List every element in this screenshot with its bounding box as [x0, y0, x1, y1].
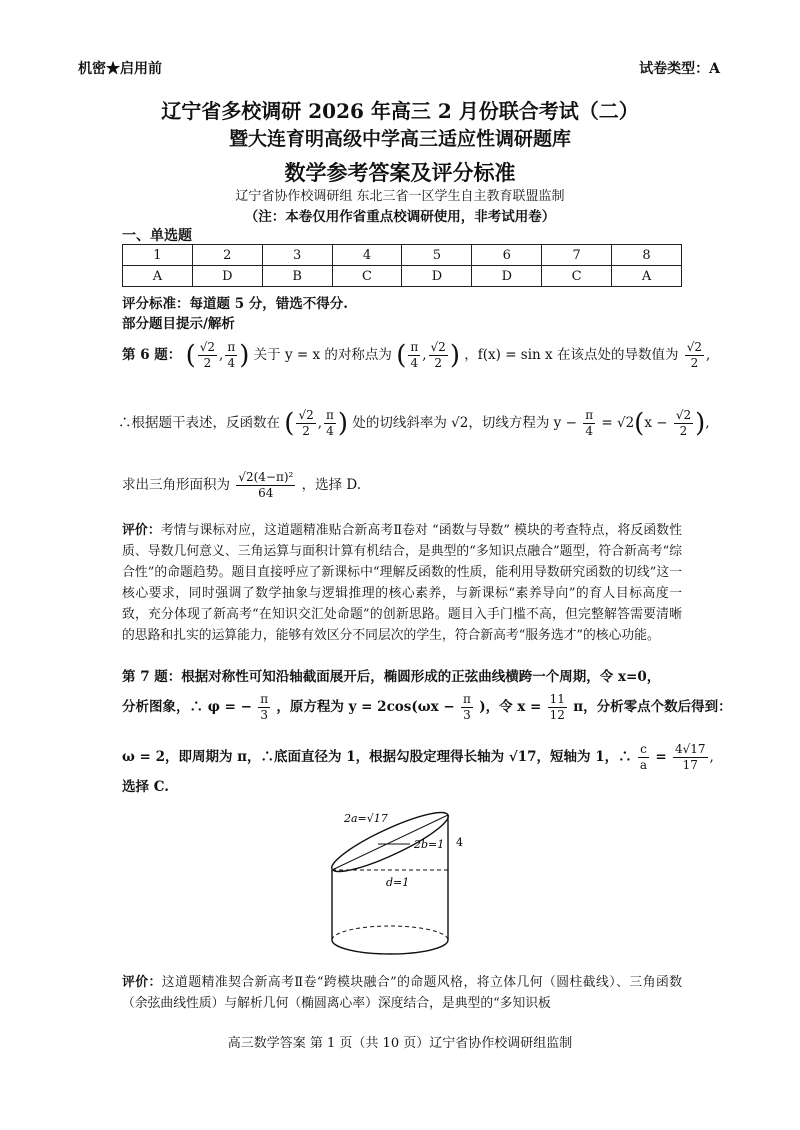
q7-text: 分析图象，∴ φ = − — [122, 699, 252, 715]
frac-den: 4 — [410, 356, 419, 370]
usage-note: （注：本卷仅用作省重点校调研使用，非考试用卷） — [244, 209, 556, 225]
exam-title: 辽宁省多校调研 2026 年高三 2 月份联合考试（二） — [161, 99, 639, 123]
section-heading: 一、单选题 — [122, 228, 192, 244]
frac-num: 4√17 — [674, 742, 706, 756]
confidential-label: 机密★启用前 — [78, 61, 162, 77]
page-footer: 高三数学答案 第 1 页（共 10 页）辽宁省协作校调研组监制 — [227, 1036, 573, 1051]
document-title: 数学参考答案及评分标准 — [284, 160, 516, 185]
frac-num: π — [463, 692, 471, 706]
base-ellipse-back — [332, 926, 448, 940]
paper-type-label: 试卷类型：A — [639, 61, 720, 77]
q7-line-4 — [122, 775, 169, 795]
comment-label: 评价： — [122, 523, 161, 538]
frac-num: π — [260, 692, 269, 706]
comment-label: 评价： — [122, 975, 162, 990]
question-number: 6 — [472, 245, 542, 266]
label-2b: 2b=1 — [414, 838, 445, 851]
question-number: 3 — [262, 245, 332, 266]
comment-text: 考情与课标对应，这道题精准贴合新高考Ⅱ卷对 “函数与导数” 模块的考查特点，将反函数性质、导数几何意义、三角运算与面积计算有机结合，是典型的“多知识点融合”题型，符合新高考“综合性”的命题趋势。题目直接呼应了新课标中“理解反函数的性质，能利用导数研究函数的切线”这一核心要求，同时强调了数学抽象与逻辑推理的核心素养，与新课标“素养导向”的育人目标高度一致，充分体现了新高考“在知识交汇处命题”的创新思路。题目入手门槛不高，但完整解答需要清晰的思路和扎实的运算能力，能够有效区分不同层次的学生，符合新高考“服务选才”的核心功能。 — [122, 523, 683, 643]
q7-text: 选择 C. — [122, 779, 169, 795]
frac-num: √2 — [675, 408, 692, 422]
question-number-row — [123, 245, 682, 266]
q7-text: ω = 2，即周期为 π，∴底面直径为 1，根据勾股定理得长轴为 √17，短轴为 1，∴ — [122, 749, 632, 765]
base-ellipse-front — [332, 940, 448, 954]
label-height: 4 — [456, 836, 463, 849]
frac-den: a — [639, 758, 648, 772]
q6-text: 求出三角形面积为 — [122, 477, 230, 493]
hints-heading: 部分题目提示/解析 — [122, 316, 235, 332]
frac-den: 4 — [227, 356, 236, 370]
issuer-line: 辽宁省协作校调研组 东北三省一区学生自主教育联盟监制 — [235, 189, 565, 204]
frac-num: π — [410, 340, 419, 354]
answer-cell: B — [262, 266, 332, 287]
frac-den: 4 — [326, 424, 334, 438]
q6-line-1: 第 6 题： ( $\frac{√2}{2}$ , $\frac{\pi}{4}$ ) 关于 y = x 的对称点为 ( $\frac{\pi}{4}$ , $\frac{√2}{2}$ ) ，f(x) = sin x 在该点处的导数值为 $\frac{√2}{2}$ , — [122, 340, 711, 371]
q6-text: 关于 y = x 的对称点为 — [253, 347, 392, 363]
q6-text: ，f(x) = sin x 在该点处的导数值为 — [464, 347, 679, 363]
answer-cell: A — [612, 266, 682, 287]
q7-text: ，原方程为 y = 2cos(ωx − — [276, 699, 455, 715]
frac-num: c — [638, 742, 649, 758]
comment-q7 — [122, 972, 682, 1014]
question-number: 2 — [192, 245, 262, 266]
frac-den: 12 — [549, 708, 565, 722]
frac-den: 2 — [203, 356, 212, 370]
label-diameter: d=1 — [386, 876, 410, 889]
question-number: 7 — [542, 245, 612, 266]
q6-label: 第 6 题： — [122, 347, 182, 363]
frac-den: 64 — [258, 486, 274, 500]
q6-text: x − — [644, 415, 668, 431]
cylinder-figure — [300, 800, 500, 965]
question-number: 1 — [123, 245, 193, 266]
frac-den: 3 — [260, 708, 268, 722]
q7-text: 根据对称性可知沿轴截面展开后，椭圆形成的正弦曲线横跨一个周期，令 x=0， — [181, 669, 661, 685]
q6-text: ，选择 D. — [301, 477, 362, 493]
answer-cell: C — [332, 266, 402, 287]
frac-num: 11 — [549, 692, 565, 706]
comment-text: 这道题精准契合新高考Ⅱ卷“跨模块融合”的命题风格，将立体几何（圆柱截线）、三角函数（余弦曲线性质）与解析几何（椭圆离心率）深度结合，是典型的“多知识板 — [122, 975, 683, 1011]
label-2a: 2a=√17 — [344, 812, 388, 825]
exam-subtitle: 暨大连育明高级中学高三适应性调研题库 — [228, 128, 571, 150]
scoring-rule: 评分标准：每道题 5 分，错选不得分. — [122, 296, 348, 312]
q7-line-3: ω = 2，即周期为 π，∴底面直径为 1，根据勾股定理得长轴为 √17，短轴为 1，∴ $\frac{c}{a}$ = $\frac{4√17}{17}$ , — [122, 742, 714, 772]
frac-num: π — [585, 408, 594, 422]
q7-text: = — [655, 749, 667, 765]
q6-line-3 — [122, 470, 361, 501]
answer-cell: D — [192, 266, 262, 287]
frac-num: √2 — [298, 408, 314, 422]
frac-num: √2 — [430, 340, 446, 354]
question-number: 5 — [402, 245, 472, 266]
question-number: 8 — [612, 245, 682, 266]
answer-cell: A — [123, 266, 193, 287]
q6-text: 处的切线斜率为 √2，切线方程为 y − — [352, 415, 577, 431]
answer-table — [122, 244, 682, 287]
q7-line-1 — [122, 665, 660, 685]
q7-label: 第 7 题： — [122, 669, 182, 685]
question-number: 4 — [332, 245, 402, 266]
frac-den: 3 — [463, 708, 471, 722]
answer-row — [123, 266, 682, 287]
q7-line-2 — [122, 692, 732, 723]
frac-den: 4 — [585, 424, 593, 438]
comment-q6 — [122, 520, 682, 646]
frac-den: 17 — [682, 758, 698, 772]
frac-num: π — [326, 408, 334, 422]
frac-num: √2(4−π)² — [238, 470, 294, 484]
q7-text: )，令 x = — [479, 699, 542, 715]
frac-den: 2 — [434, 356, 442, 370]
answer-cell: D — [402, 266, 472, 287]
frac-num: √2 — [686, 340, 703, 354]
q6-line-2: ∴根据题干表述，反函数在 ( $\frac{√2}{2}$ , $\frac{\pi}{4}$ ) 处的切线斜率为 √2，切线方程为 y − $\frac{\pi}{4}$ = √2(x − $\frac{√2}{2}$ ), — [118, 408, 710, 439]
q7-text: π，分析零点个数后得到： — [573, 699, 732, 715]
frac-num: √2 — [199, 340, 216, 354]
frac-den: 2 — [690, 356, 699, 370]
answer-cell: C — [542, 266, 612, 287]
q6-text: = √2 — [601, 415, 635, 431]
answer-cell: D — [472, 266, 542, 287]
frac-num: π — [227, 340, 236, 354]
frac-den: 2 — [302, 424, 310, 438]
frac-den: 2 — [679, 424, 688, 438]
q6-text: ∴根据题干表述，反函数在 — [118, 415, 280, 431]
